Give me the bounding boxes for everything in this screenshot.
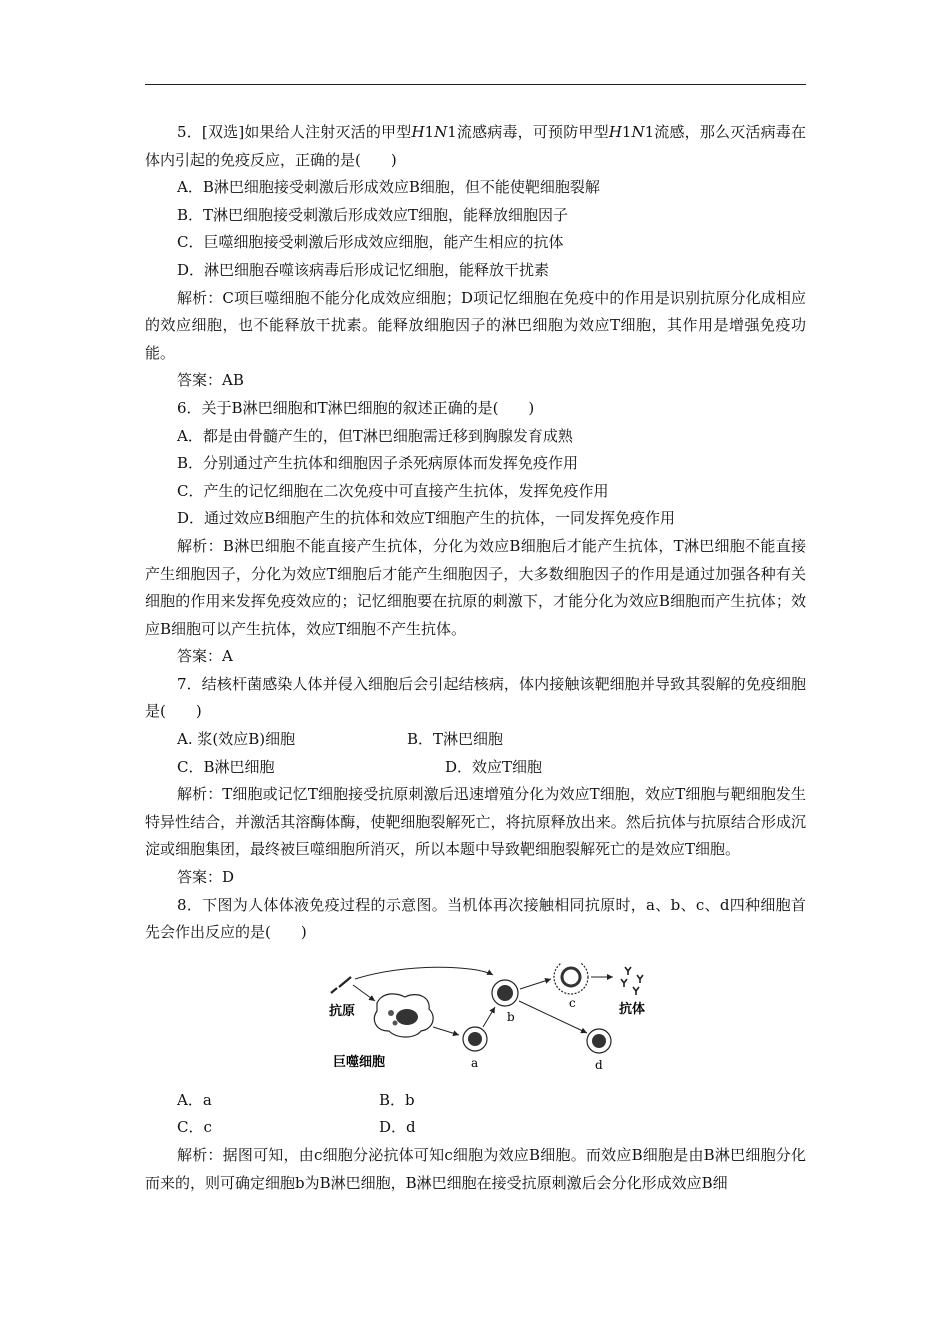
arrow-b-to-c bbox=[520, 979, 551, 989]
question-8-option-d: D．d bbox=[379, 1118, 416, 1137]
question-5-option-b: B．T淋巴细胞接受刺激后形成效应T细胞，能释放细胞因子 bbox=[177, 205, 569, 224]
cell-a-icon bbox=[463, 1027, 487, 1051]
arrow-macrophage-to-a bbox=[433, 1027, 459, 1035]
arrow-a-to-b bbox=[483, 1007, 495, 1027]
question-8-options-row-1 bbox=[145, 1087, 806, 1115]
immune-process-figure bbox=[145, 947, 806, 1087]
question-8-option-a: A．a bbox=[177, 1090, 212, 1109]
arrow-antigen-to-b bbox=[355, 967, 493, 979]
question-8-analysis: 解析：据图可知，由c细胞分泌抗体可知c细胞为效应B细胞。而效应B细胞是由B淋巴细胞分化而来的，则可确定细胞b为B淋巴细胞，B淋巴细胞在接受抗原刺激后会分化形成效应B细 bbox=[145, 1146, 806, 1192]
antigen-icon bbox=[331, 977, 351, 993]
question-5-answer: 答案：AB bbox=[177, 371, 244, 390]
question-6-analysis: 解析：B淋巴细胞不能直接产生抗体，分化为效应B细胞后才能产生抗体，T淋巴细胞不能直接产生细胞因子，分化为效应T细胞后才能产生细胞因子，大多数细胞因子的作用是通过加强各种有关细胞的作用来发挥免疫效应的；记忆细胞要在抗原的刺激下，才能分化为效应B细胞而产生抗体；效应B细胞可以产生抗体，效应T细胞不产生抗体。 bbox=[145, 536, 806, 638]
question-8-options-row-2 bbox=[145, 1114, 806, 1142]
macrophage-label: 巨噬细胞 bbox=[333, 1054, 386, 1070]
question-5-analysis: 解析：C项巨噬细胞不能分化成效应细胞；D项记忆细胞在免疫中的作用是识别抗原分化成相应的效应细胞，也不能释放干扰素。能释放细胞因子的淋巴细胞为效应T细胞，其作用是增强免疫功能。 bbox=[145, 288, 806, 362]
question-6-option-a: A．都是由骨髓产生的，但T淋巴细胞需迁移到胸腺发育成熟 bbox=[177, 426, 573, 445]
question-6-option-c: C．产生的记忆细胞在二次免疫中可直接产生抗体，发挥免疫作用 bbox=[177, 481, 609, 500]
question-7-option-a: A. 浆(效应B)细胞 bbox=[177, 730, 296, 749]
cell-c-icon bbox=[554, 963, 588, 994]
question-7-options-row-1 bbox=[145, 726, 806, 754]
question-7-option-d: D．效应T细胞 bbox=[445, 757, 543, 776]
question-8-option-c: C．c bbox=[177, 1118, 212, 1137]
question-7-options-row-2 bbox=[145, 754, 806, 782]
cell-a-label: a bbox=[471, 1055, 479, 1070]
document-body bbox=[145, 119, 806, 1197]
question-6-answer: 答案：A bbox=[177, 647, 233, 666]
question-7-analysis: 解析：T细胞或记忆T细胞接受抗原刺激后迅速增殖分化为效应T细胞，效应T细胞与靶细胞发生特异性结合，并激活其溶酶体酶，使靶细胞裂解死亡，将抗原释放出来。然后抗体与抗原结合形成沉淀或细胞集团，最终被巨噬细胞所消灭，所以本题中导致靶细胞裂解死亡的是效应T细胞。 bbox=[145, 785, 806, 859]
antigen-label: 抗原 bbox=[329, 1003, 356, 1019]
cell-b-icon bbox=[492, 980, 518, 1006]
question-5-option-c: C．巨噬细胞接受刺激后形成效应细胞，能产生相应的抗体 bbox=[177, 233, 564, 252]
header-rule bbox=[145, 84, 806, 85]
cell-d-label: d bbox=[595, 1057, 603, 1072]
question-7-option-c: C．B淋巴细胞 bbox=[177, 757, 275, 776]
macrophage-cell-icon bbox=[374, 994, 433, 1037]
question-5-option-d: D．淋巴细胞吞噬该病毒后形成记忆细胞，能释放干扰素 bbox=[177, 260, 550, 279]
question-8-option-b: B．b bbox=[379, 1090, 415, 1109]
question-6-stem: 6．关于B淋巴细胞和T淋巴细胞的叙述正确的是( ) bbox=[177, 398, 535, 417]
antibody-icon bbox=[621, 967, 643, 995]
cell-b-label: b bbox=[507, 1009, 515, 1024]
question-5-stem: 5．[双选]如果给人注射灭活的甲型H1N1流感病毒，可预防甲型H1N1流感，那么灭活病毒在体内引起的免疫反应，正确的是( ) bbox=[145, 123, 806, 169]
cell-d-icon bbox=[587, 1029, 611, 1053]
question-7-answer: 答案：D bbox=[177, 868, 235, 887]
arrow-antigen-to-macrophage bbox=[353, 985, 375, 1001]
arrow-b-to-d bbox=[519, 1001, 587, 1033]
question-6-option-b: B．分别通过产生抗体和细胞因子杀死病原体而发挥免疫作用 bbox=[177, 454, 579, 473]
question-6-option-d: D．通过效应B细胞产生的抗体和效应T细胞产生的抗体，一同发挥免疫作用 bbox=[177, 509, 676, 528]
question-8-stem: 8．下图为人体体液免疫过程的示意图。当机体再次接触相同抗原时，a、b、c、d四种细胞首先会作出反应的是( ) bbox=[145, 895, 806, 942]
question-7-stem: 7．结核杆菌感染人体并侵入细胞后会引起结核病，体内接触该靶细胞并导致其裂解的免疫细胞是( ) bbox=[145, 674, 806, 721]
question-7-option-b: B．T淋巴细胞 bbox=[407, 730, 504, 749]
immune-diagram bbox=[325, 963, 665, 1075]
question-5-option-a: A．B淋巴细胞接受刺激后形成效应B细胞，但不能使靶细胞裂解 bbox=[177, 178, 600, 197]
cell-c-label: c bbox=[569, 995, 576, 1010]
antibody-label: 抗体 bbox=[619, 1001, 646, 1017]
